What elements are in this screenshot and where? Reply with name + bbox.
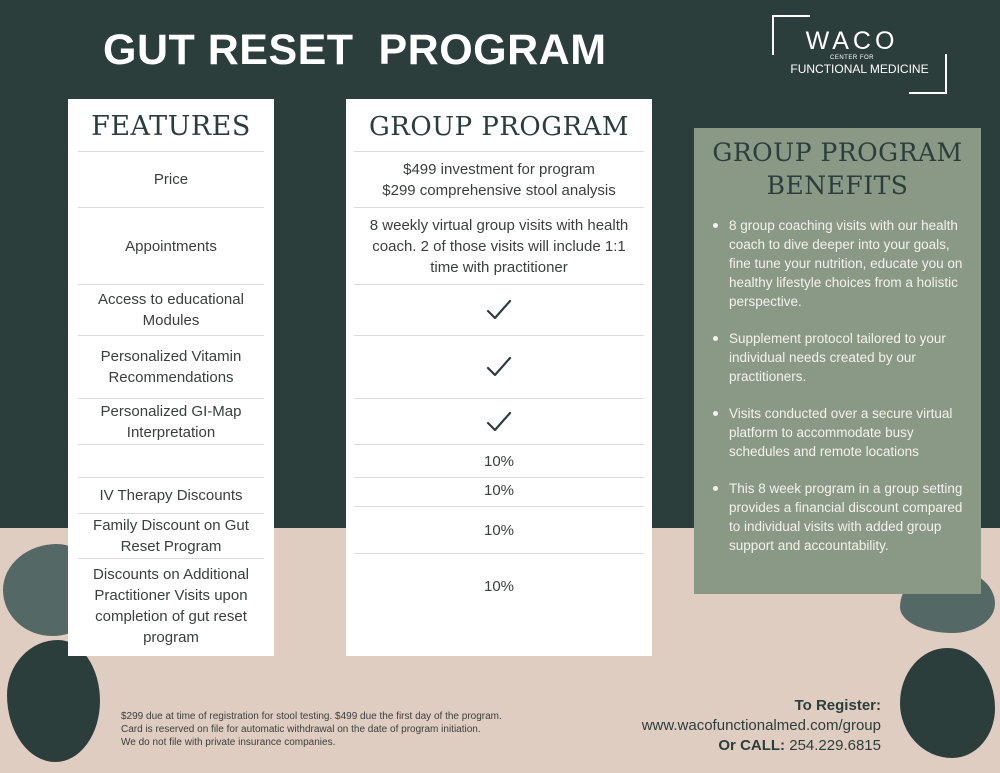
benefits-heading-line2: BENEFITS [766, 171, 909, 200]
checkmark-icon [486, 411, 512, 433]
feature-additional-visits: Discounts on Additional Practitioner Visits upon completion of gut reset program [93, 566, 249, 646]
phone-number[interactable]: 254.229.6815 [789, 737, 881, 754]
benefit-text: Visits conducted over a secure virtual platform to accommodate busy schedules and remote locations [729, 406, 953, 459]
call-label: Or CALL: [718, 737, 786, 754]
feature-educational-modules: Access to educational Modules [98, 291, 244, 329]
checkmark-icon [486, 299, 512, 321]
group-educational-modules [354, 285, 644, 335]
benefit-text: 8 group coaching visits with our health coach to dive deeper into your goals, fine tune your nutrition, educate you on healthy lifestyle choices from a holistic perspective. [729, 218, 963, 309]
feature-vitamin-recommendations: Personalized Vitamin Recommendations [100, 348, 242, 386]
features-card [68, 99, 274, 656]
bullet-icon [713, 411, 718, 416]
group-program-card [346, 99, 652, 656]
logo-subtitle: CENTER FOR [830, 55, 874, 61]
list-item [710, 216, 972, 311]
logo-tagline: FUNCTIONAL MEDICINE [790, 62, 929, 76]
payment-footnote [121, 710, 591, 749]
benefit-text: Supplement protocol tailored to your individual needs created by our practitioners. [729, 331, 946, 384]
price-line-stool: $299 comprehensive stool analysis [382, 181, 616, 199]
feature-gi-map: Personalized GI-Map Interpretation [100, 402, 242, 441]
list-item [710, 329, 972, 386]
benefits-heading [694, 136, 981, 202]
group-discount-additional: 10% [483, 577, 515, 595]
decorative-blob [7, 640, 100, 762]
checkmark-icon [486, 356, 512, 378]
feature-price: Price [153, 171, 189, 188]
decorative-blob [900, 648, 995, 758]
benefits-heading-line1: GROUP PROGRAM [712, 138, 963, 167]
group-discount-iv: 10% [483, 481, 515, 499]
group-price [354, 152, 644, 207]
register-info [560, 696, 881, 756]
footnote-line: $299 due at time of registration for stool testing. $499 due the first day of the program. [121, 711, 502, 722]
list-item [710, 404, 972, 461]
register-call [560, 736, 881, 756]
register-label: To Register: [794, 697, 881, 714]
group-discount-family: 10% [483, 521, 515, 539]
benefit-text: This 8 week program in a group setting provides a financial discount compared to individual visits with added group support and accountability. [729, 481, 963, 553]
page-title: GUT RESET PROGRAM [103, 26, 607, 74]
feature-family-discount: Family Discount on Gut Reset Program [93, 517, 249, 555]
benefits-list [710, 216, 972, 573]
list-item [710, 479, 972, 555]
group-program-heading: GROUP PROGRAM [369, 112, 629, 142]
logo-name: WACO [805, 27, 899, 55]
bullet-icon [713, 336, 718, 341]
footnote-line: We do not file with private insurance companies. [121, 737, 336, 748]
price-line-program: $499 investment for program [403, 160, 595, 178]
bullet-icon [713, 486, 718, 491]
footnote-line: Card is reserved on file for automatic withdrawal on the date of program initiation. [121, 724, 481, 735]
features-heading: FEATURES [91, 111, 251, 142]
benefits-panel [694, 128, 981, 594]
group-gi-map [354, 399, 644, 444]
feature-empty [78, 445, 264, 477]
register-url[interactable]: www.wacofunctionalmed.com/group [641, 717, 881, 734]
group-discount-1: 10% [483, 452, 515, 470]
feature-appointments: Appointments [125, 237, 217, 255]
bullet-icon [713, 223, 718, 228]
feature-iv-therapy: IV Therapy Discounts [99, 487, 243, 504]
group-appointments: 8 weekly virtual group visits with health coach. 2 of those visits will include 1:1 time with practitioner [369, 216, 629, 276]
group-vitamin-recommendations [354, 336, 644, 398]
